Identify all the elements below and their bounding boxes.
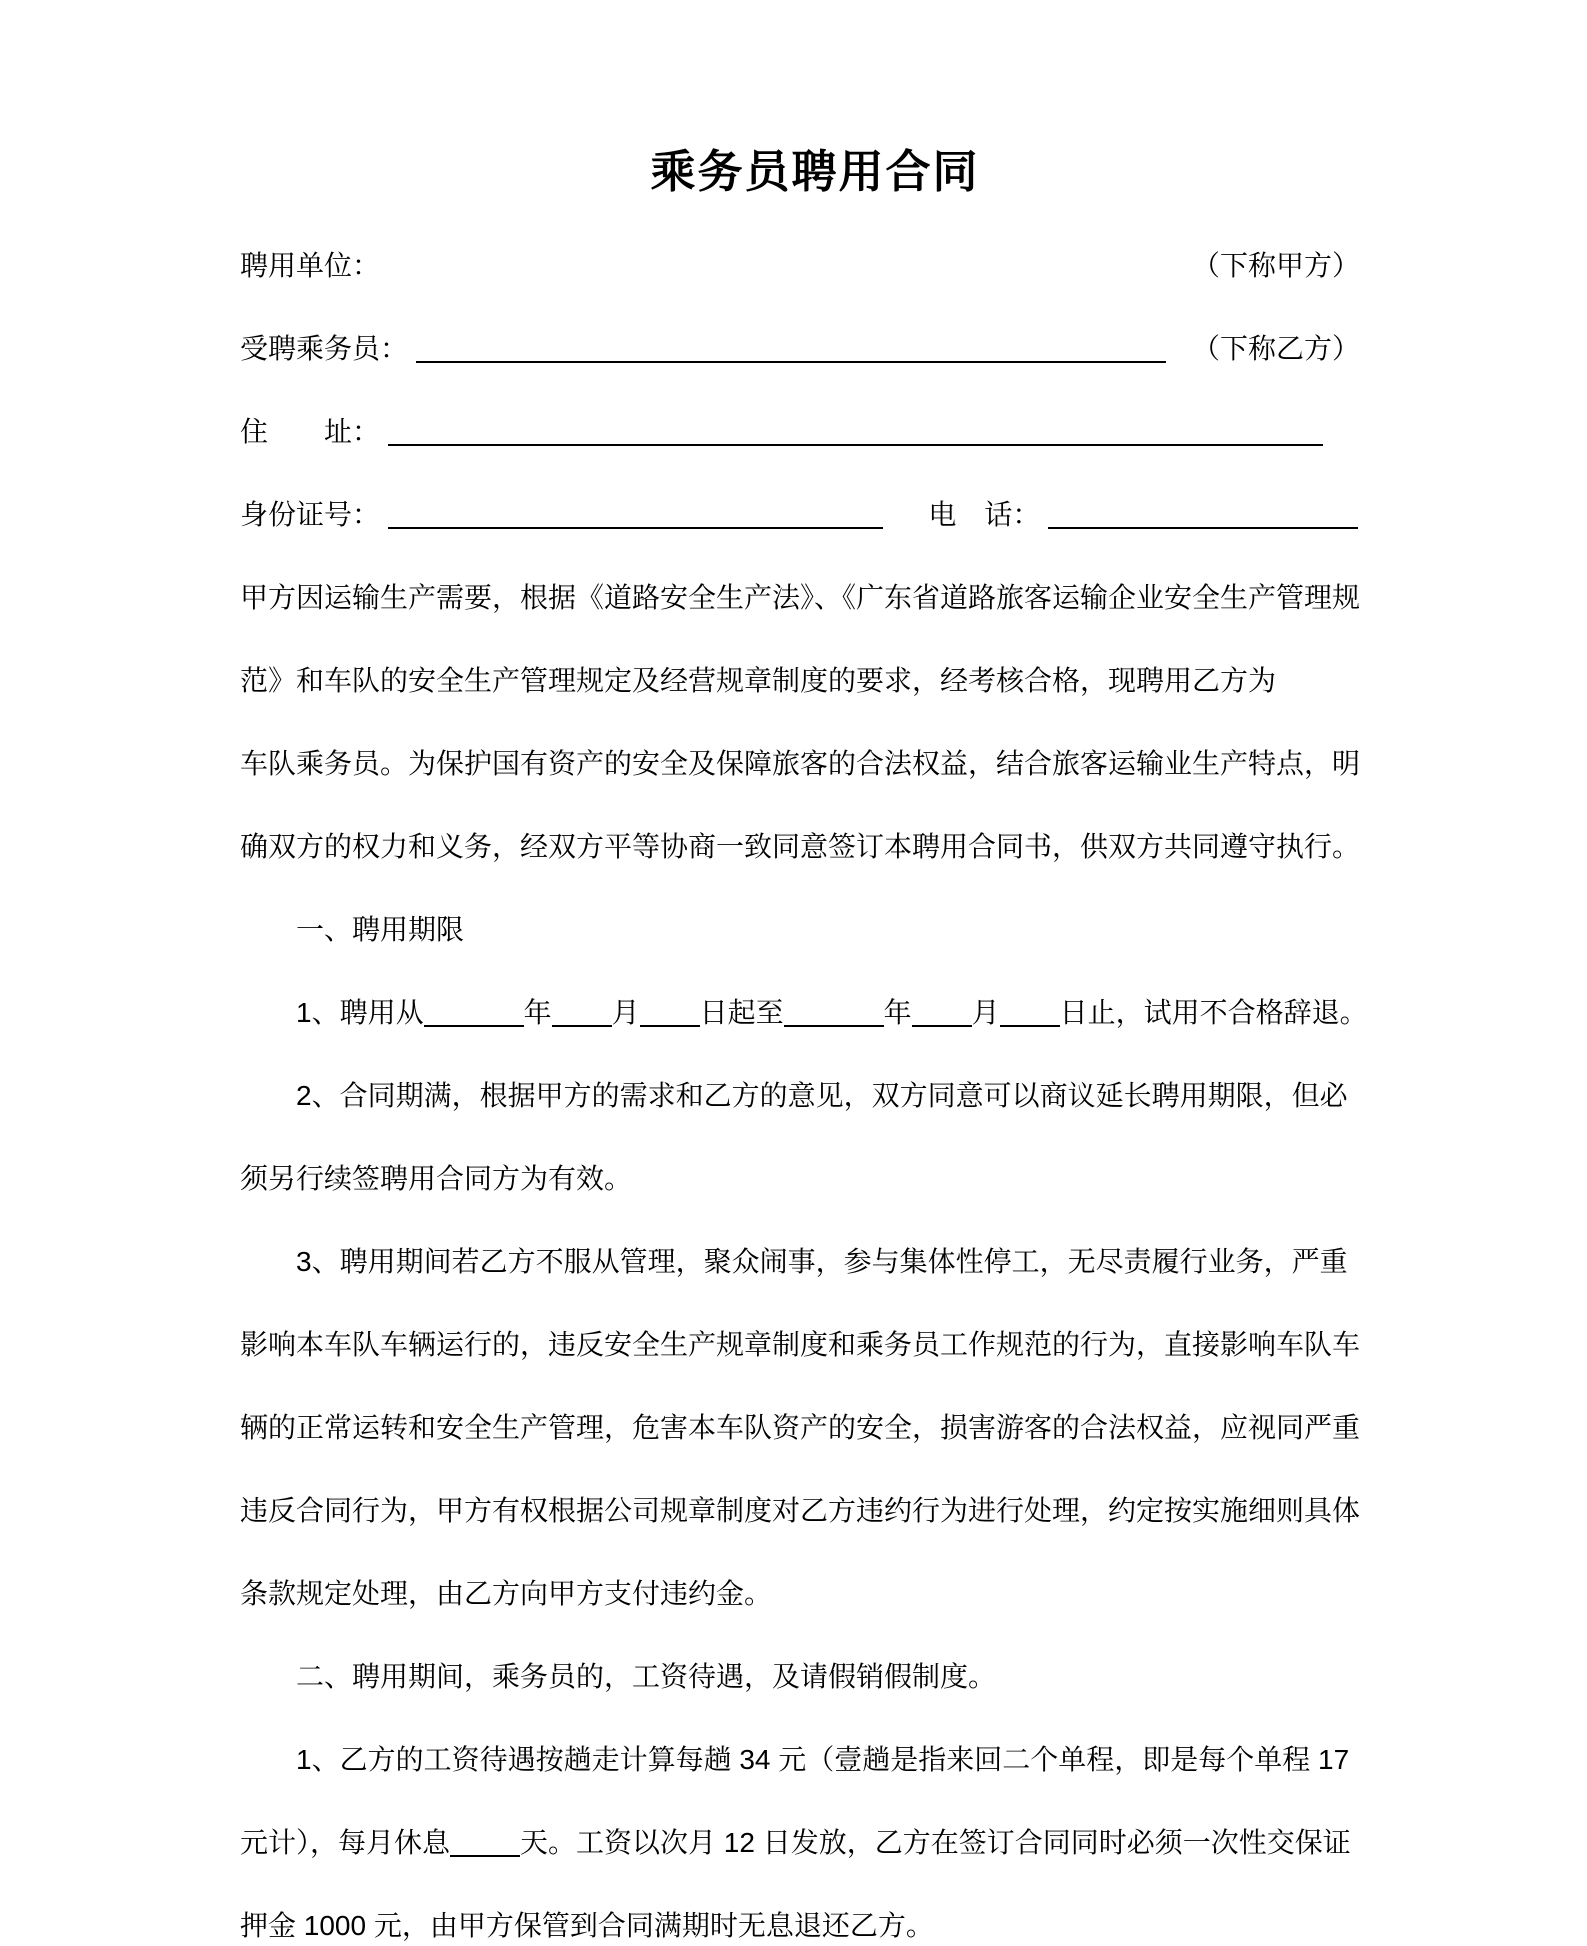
rest-days-blank xyxy=(450,1853,520,1857)
employer-row xyxy=(240,224,1390,307)
rest-days-suffix: 天。工资以次月 12 日发放，乙方在签订合同同时必须一次性交保证 xyxy=(520,1827,1351,1858)
intro-line-3: 车队乘务员。为保护国有资产的安全及保障旅客的合法权益，结合旅客运输业生产特点，明 xyxy=(240,748,1361,779)
hire-from-text: 1、聘用从 xyxy=(296,997,424,1028)
month2-blank xyxy=(912,1023,972,1027)
clause3-line-4: 违反合同行为，甲方有权根据公司规章制度对乙方违约行为进行处理，约定按实施细则具体 xyxy=(240,1495,1361,1526)
attendant-row xyxy=(240,307,1390,390)
intro-line-2: 范》和车队的安全生产管理规定及经营规章制度的要求，经考核合格，现聘用乙方为 xyxy=(240,665,1277,696)
party-b-note: （下称乙方） xyxy=(1191,333,1360,364)
intro-line-1: 甲方因运输生产需要，根据《道路安全生产法》、《广东省道路旅客运输企业安全生产管理规 xyxy=(240,582,1361,613)
section1-heading: 一、聘用期限 xyxy=(296,914,465,945)
party-a-note: （下称甲方） xyxy=(1191,250,1360,281)
contract-body xyxy=(240,224,1390,1946)
attendant-label: 受聘乘务员： xyxy=(240,333,409,364)
clause2-line-1: 2、合同期满，根据甲方的需求和乙方的意见，双方同意可以商议延长聘用期限，但必 xyxy=(296,1080,1348,1111)
address-row xyxy=(240,390,1390,473)
phone-blank-line xyxy=(1048,525,1358,529)
end-text: 日止，试用不合格辞退。 xyxy=(1059,997,1368,1028)
day-to-text: 日起至 xyxy=(699,997,784,1028)
day2-blank xyxy=(1000,1023,1060,1027)
wage-line-2 xyxy=(240,1801,1390,1884)
clause2-line-2: 须另行续签聘用合同方为有效。 xyxy=(240,1163,633,1194)
phone-label: 电 话： xyxy=(928,499,1041,530)
address-blank-line xyxy=(388,442,1323,446)
clause3-line-3: 辆的正常运转和安全生产管理，危害本车队资产的安全，损害游客的合法权益，应视同严重 xyxy=(240,1412,1361,1443)
clause3-line-5: 条款规定处理，由乙方向甲方支付违约金。 xyxy=(240,1578,773,1609)
clause3-line-2: 影响本车队车辆运行的，违反安全生产规章制度和乘务员工作规范的行为，直接影响车队车 xyxy=(240,1329,1361,1360)
rest-days-prefix: 元计），每月休息 xyxy=(240,1827,451,1858)
year-label: 年 xyxy=(523,997,552,1028)
contract-content xyxy=(240,0,1390,1946)
year2-blank xyxy=(784,1023,884,1027)
month-blank xyxy=(552,1023,612,1027)
employer-label: 聘用单位： xyxy=(240,250,381,281)
clause3-line-1: 3、聘用期间若乙方不服从管理，聚众闹事，参与集体性停工，无尽责履行业务，严重 xyxy=(296,1246,1348,1277)
hire-date-line xyxy=(240,971,1390,1054)
year2-label: 年 xyxy=(883,997,912,1028)
id-blank-line xyxy=(388,525,883,529)
address-label: 住 址： xyxy=(240,416,381,447)
attendant-name-blank-line xyxy=(416,359,1166,363)
intro-line-4: 确双方的权力和义务，经双方平等协商一致同意签订本聘用合同书，供双方共同遵守执行。 xyxy=(240,831,1361,862)
month-label: 月 xyxy=(611,997,640,1028)
id-label: 身份证号： xyxy=(240,499,381,530)
day-blank xyxy=(640,1023,700,1027)
page-title: 乘务员聘用合同 xyxy=(650,146,980,197)
wage-line-3: 押金 1000 元，由甲方保管到合同满期时无息退还乙方。 xyxy=(240,1910,934,1941)
section2-heading: 二、聘用期间，乘务员的，工资待遇，及请假销假制度。 xyxy=(296,1661,997,1692)
wage-line-1: 1、乙方的工资待遇按趟走计算每趟 34 元（壹趟是指来回二个单程，即是每个单程 17 xyxy=(296,1744,1350,1775)
id-phone-row xyxy=(240,473,1390,556)
year-blank xyxy=(424,1023,524,1027)
month2-label: 月 xyxy=(971,997,1000,1028)
